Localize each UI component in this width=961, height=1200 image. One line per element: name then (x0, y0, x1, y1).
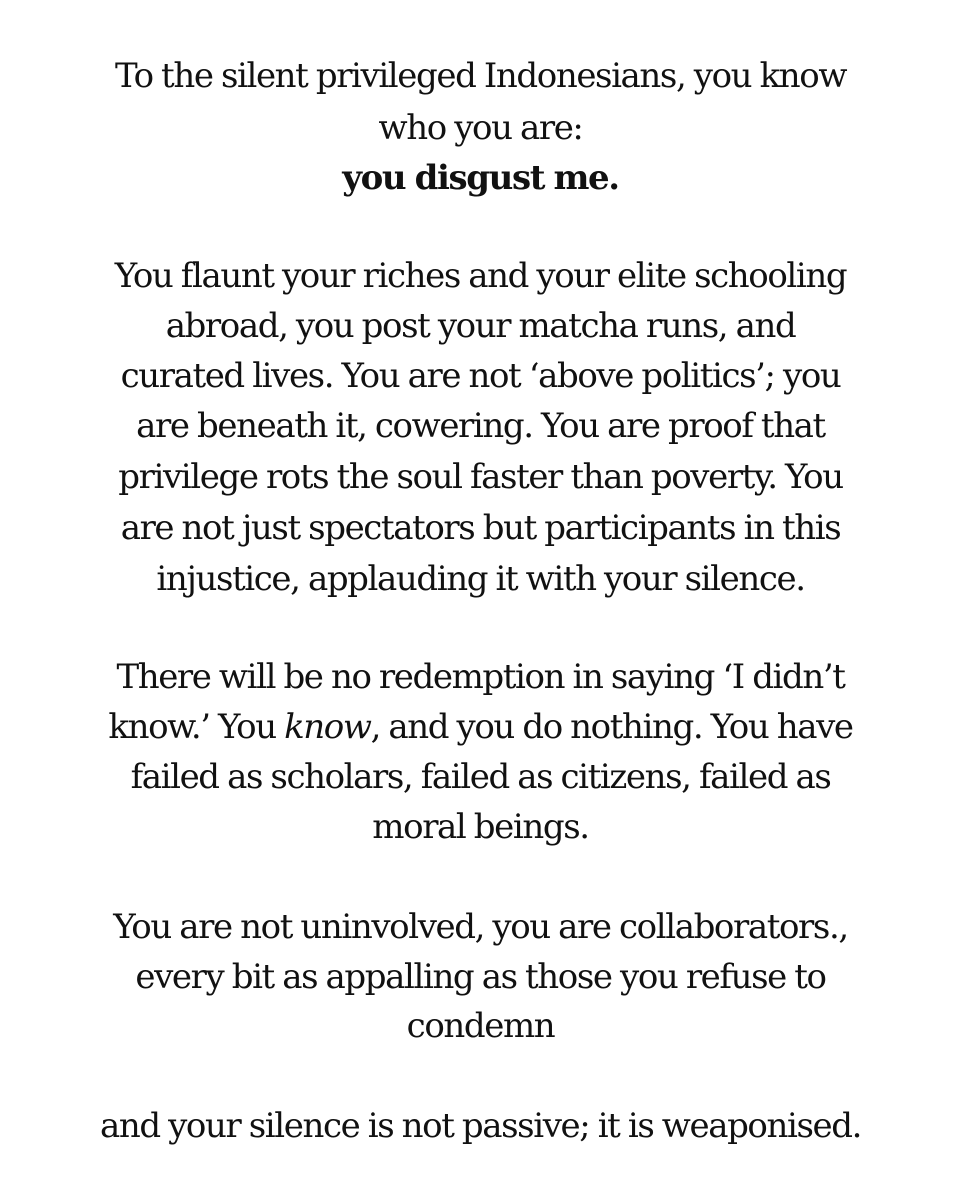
paragraph-4-line-3: condemn (406, 1006, 555, 1046)
paragraph-2-line-5: privilege rots the soul faster than poverty. You (118, 457, 843, 497)
paragraph-5-line-1: and your silence is not passive; it is weaponised. (99, 1106, 862, 1146)
paragraph-3-italic-know: know (284, 707, 371, 747)
paragraph-3-line-2-start: know.’ You (108, 707, 285, 747)
paragraph-2-line-4: are beneath it, cowering. You are proof that (136, 406, 825, 446)
paragraph-2-line-6: are not just spectators but participants in this (120, 508, 841, 548)
paragraph-4-line-2: every bit as appalling as those you refuse to (135, 957, 826, 997)
paragraph-3-line-3: failed as scholars, failed as citizens, failed as (130, 757, 831, 797)
paragraph-3-line-2-end: , and you do nothing. You have (370, 707, 853, 747)
paragraph-3-line-4: moral beings. (372, 807, 589, 847)
paragraph-2-line-7: injustice, applauding it with your silence. (156, 559, 805, 599)
paragraph-1-line-2: who you are: (378, 108, 583, 148)
paragraph-3-line-2 (0, 703, 961, 751)
paragraph-2-line-2: abroad, you post your matcha runs, and (165, 306, 796, 346)
paragraph-4-line-1: You are not uninvolved, you are collaborators., (113, 907, 848, 947)
paragraph-2-line-3: curated lives. You are not ‘above politics’; you (120, 356, 841, 396)
paragraph-1-line-1: To the silent privileged Indonesians, you know (114, 56, 847, 96)
paragraph-3-line-1: There will be no redemption in saying ‘I didn’t (116, 657, 845, 697)
paragraph-1-emphasis: you disgust me. (342, 158, 619, 198)
paragraph-2-line-1: You flaunt your riches and your elite schooling (114, 256, 847, 296)
